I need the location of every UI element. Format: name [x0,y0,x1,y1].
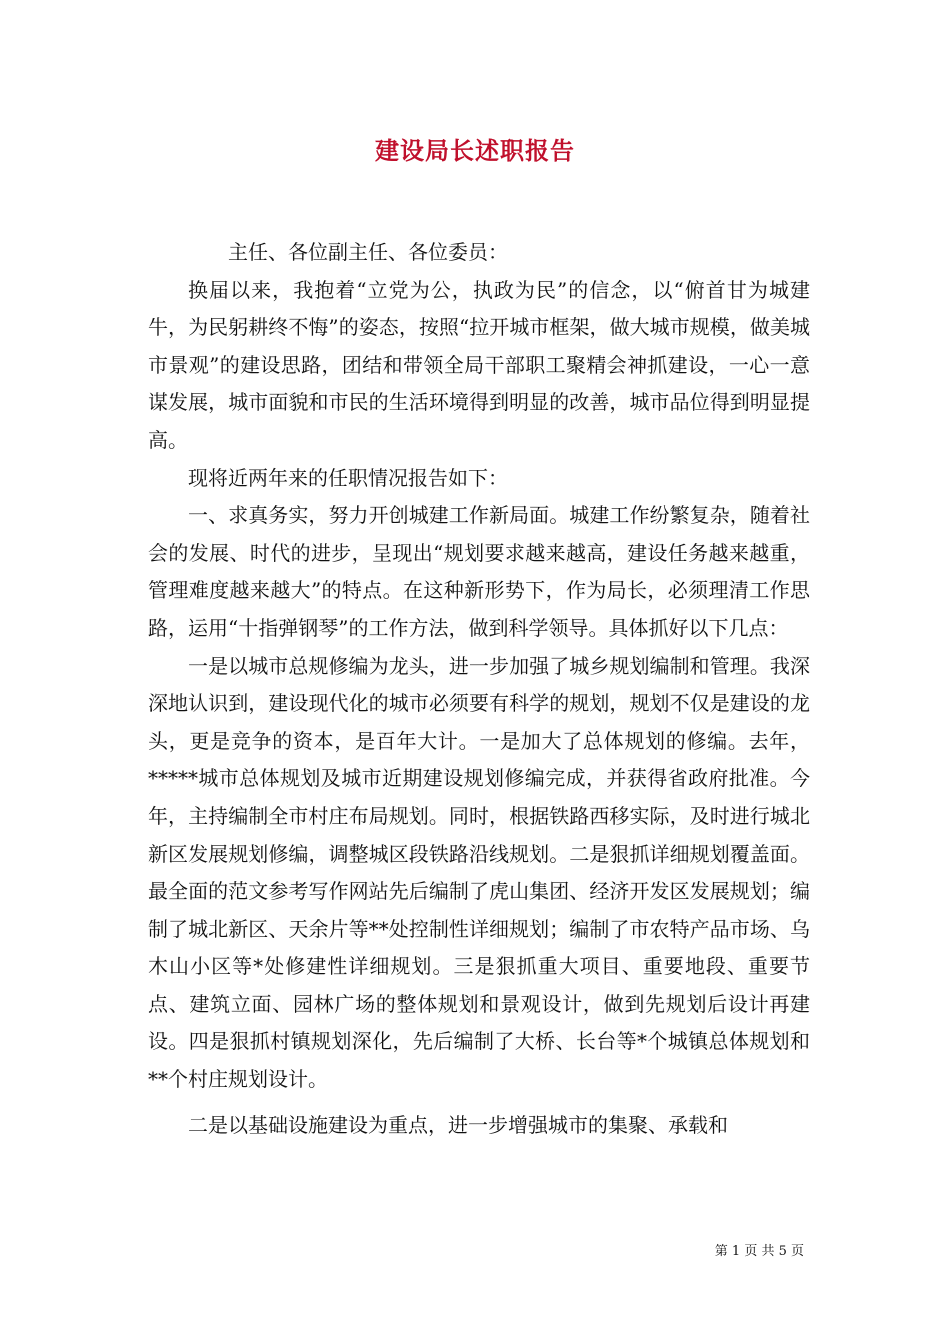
intro-paragraph: 换届以来，我抱着“立党为公，执政为民”的信念，以“俯首甘为城建牛，为民躬耕终不悔”的姿态，按照“拉开城市框架，做大城市规模，做美城市景观”的建设思路，团结和带领全局干部职工聚精会神抓建设，一心一意谋发展，城市面貌和市民的生活环境得到明显的改善，城市品位得到明显提高。 [148,277,810,452]
infrastructure-paragraph: 二是以基础设施建设为重点，进一步增强城市的集聚、承载和 [188,1112,728,1137]
document-title: 建设局长述职报告 [375,136,575,165]
report-lead-paragraph: 现将近两年来的任职情况报告如下： [188,465,508,490]
section-one-paragraph: 一、求真务实，努力开创城建工作新局面。城建工作纷繁复杂，随着社会的发展、时代的进步，呈现出“规划要求越来越高，建设任务越来越重，管理难度越来越大”的特点。在这种新形势下，作为局长，必须理清工作思路，运用“十指弹钢琴”的工作方法，做到科学领导。具体抓好以下几点： [148,503,810,640]
planning-paragraph: 一是以城市总规修编为龙头，进一步加强了城乡规划编制和管理。我深深地认识到，建设现代化的城市必须要有科学的规划，规划不仅是建设的龙头，更是竞争的资本，是百年大计。一是加大了总体规划的修编。去年，*****城市总体规划及城市近期建设规划修编完成，并获得省政府批准。今年，主持编制全市村庄布局规划。同时，根据铁路西移实际，及时进行城北新区发展规划修编，调整城区段铁路沿线规划。二是狠抓详细规划覆盖面。最全面的范文参考写作网站先后编制了虎山集团、经济开发区发展规划；编制了城北新区、天余片等**处控制性详细规划；编制了市农特产品市场、乌木山小区等*处修建性详细规划。三是狠抓重大项目、重要地段、重要节点、建筑立面、园林广场的整体规划和景观设计，做到先规划后设计再建设。四是狠抓村镇规划深化，先后编制了大桥、长台等*个城镇总体规划和**个村庄规划设计。 [148,653,810,1092]
document-body [148,234,810,1144]
page-number: 第 1 页 共 5 页 [714,1244,804,1259]
salutation-paragraph: 主任、各位副主任、各位委员： [228,240,508,264]
